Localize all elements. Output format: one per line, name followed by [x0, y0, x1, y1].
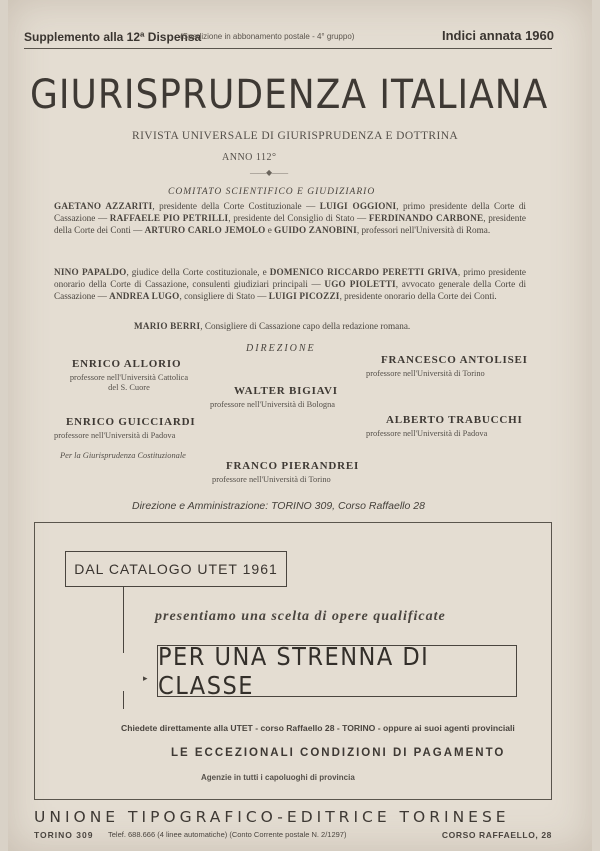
journal-year: ANNO 112° — [222, 152, 277, 163]
strenna-box: PER UNA STRENNA DI CLASSE — [157, 645, 517, 697]
member-role: , Consigliere di Cassazione capo della redazione romana. — [200, 321, 411, 331]
member-name: MARIO BERRI — [134, 321, 201, 331]
director-guicciardi-role: professore nell'Università di Padova — [54, 431, 176, 440]
member-role: , presidente onorario della Corte dei Conti. — [339, 291, 497, 301]
director-trabucchi-role: professore nell'Università di Padova — [366, 429, 488, 438]
member-role: , professori nell'Università di Roma. — [356, 225, 491, 235]
member-name: RAFFAELE PIO PETRILLI — [109, 213, 229, 223]
journal-title: GIURISPRUDENZA ITALIANA — [30, 72, 549, 118]
member-role: , primo presidente onorario della Corte di Cassazione, consulenti giudiziari principali — — [54, 267, 526, 289]
member-name: NINO PAPALDO — [54, 267, 127, 277]
annual-index-label: Indici annata 1960 — [442, 28, 554, 43]
director-allorio-name: ENRICO ALLORIO — [72, 358, 182, 370]
director-guicciardi-name: ENRICO GUICCIARDI — [66, 416, 196, 428]
director-antolisei-role: professore nell'Università di Torino — [366, 369, 485, 378]
publisher-street: CORSO RAFFAELLO, 28 — [441, 830, 552, 840]
utet-advertisement — [34, 522, 552, 800]
member-name: UGO PIOLETTI — [324, 279, 396, 289]
member-role: , primo presidente della Corte di Cassazione — — [54, 201, 526, 223]
member-name: ANDREA LUGO — [109, 291, 180, 301]
director-bigiavi-role: professore nell'Università di Bologna — [210, 400, 336, 409]
member-role: , presidente della Corte Costituzionale — — [152, 201, 320, 211]
member-role: e — [265, 225, 275, 235]
committee-paragraph-1 — [54, 200, 526, 236]
director-antolisei-name: FRANCESCO ANTOLISEI — [381, 354, 528, 366]
director-trabucchi-name: ALBERTO TRABUCCHI — [386, 414, 523, 426]
ad-contact-text: Chiedete direttamente alla UTET - corso Raffaello 28 - TORINO - oppure ai suoi agenti provinciali — [121, 723, 515, 733]
member-name: ARTURO CARLO JEMOLO — [144, 225, 266, 235]
publisher-city: TORINO 309 — [34, 830, 94, 840]
ornament-divider: ——◆—— — [250, 168, 289, 177]
address-text: Direzione e Amministrazione: TORINO 309, Corso Raffaello 28 — [132, 500, 425, 512]
connector-line — [123, 587, 124, 653]
journal-subtitle: RIVISTA UNIVERSALE DI GIURISPRUDENZA E DOTTRINA — [132, 130, 459, 142]
committee-paragraph-3 — [134, 320, 534, 332]
payment-conditions: LE ECCEZIONALI CONDIZIONI DI PAGAMENTO — [171, 747, 506, 759]
role-line: professore nell'Università Cattolica — [69, 373, 189, 382]
director-pierandrei-name: FRANCO PIERANDREI — [226, 460, 360, 472]
member-name: LUIGI OGGIONI — [319, 201, 397, 211]
member-role: , giudice della Corte costituzionale, e — [126, 267, 270, 277]
publisher-footer — [34, 830, 552, 844]
member-name: FERDINANDO CARBONE — [368, 213, 484, 223]
director-allorio-role — [54, 373, 204, 393]
catalog-box: DAL CATALOGO UTET 1961 — [65, 551, 287, 587]
connector-line — [123, 691, 124, 709]
role-line: del S. Cuore — [108, 383, 150, 392]
publisher-phone: Telef. 688.666 (4 linee automatiche) (Conto Corrente postale N. 2/1297) — [108, 830, 347, 839]
direction-heading: DIREZIONE — [246, 343, 316, 354]
constitutional-note: Per la Giurisprudenza Costituzionale — [60, 451, 186, 460]
member-name: GUIDO ZANOBINI — [274, 225, 357, 235]
ad-tagline: presentiamo una scelta di opere qualificate — [155, 609, 446, 624]
member-name: GAETANO AZZARITI — [54, 201, 153, 211]
member-name: DOMENICO RICCARDO PERETTI GRIVA — [269, 267, 458, 277]
header-divider — [24, 48, 552, 49]
director-bigiavi-name: WALTER BIGIAVI — [234, 385, 338, 397]
member-role: , avvocato generale della Corte di Cassazione — — [54, 279, 527, 301]
administration-address — [132, 500, 425, 512]
committee-paragraph-2 — [54, 266, 526, 302]
shipping-note: (Spedizione in abbonamento postale - 4° gruppo) — [180, 32, 355, 41]
committee-heading: COMITATO SCIENTIFICO E GIUDIZIARIO — [168, 187, 376, 197]
arrow-icon: ▸ — [143, 673, 148, 683]
member-name: LUIGI PICOZZI — [268, 291, 340, 301]
member-role: , presidente del Consiglio di Stato — — [228, 213, 369, 223]
supplement-label: Supplemento alla 12ª Dispensa — [24, 30, 202, 44]
director-pierandrei-role: professore nell'Università di Torino — [212, 475, 331, 484]
publisher-name: UNIONE TIPOGRAFICO-EDITRICE TORINESE — [34, 808, 510, 826]
member-role: , consigliere di Stato — — [179, 291, 269, 301]
agencies-note: Agenzie in tutti i capoluoghi di provincia — [201, 773, 355, 782]
top-header-line — [24, 28, 554, 48]
member-role: , presidente della Corte dei Conti — — [54, 213, 526, 235]
